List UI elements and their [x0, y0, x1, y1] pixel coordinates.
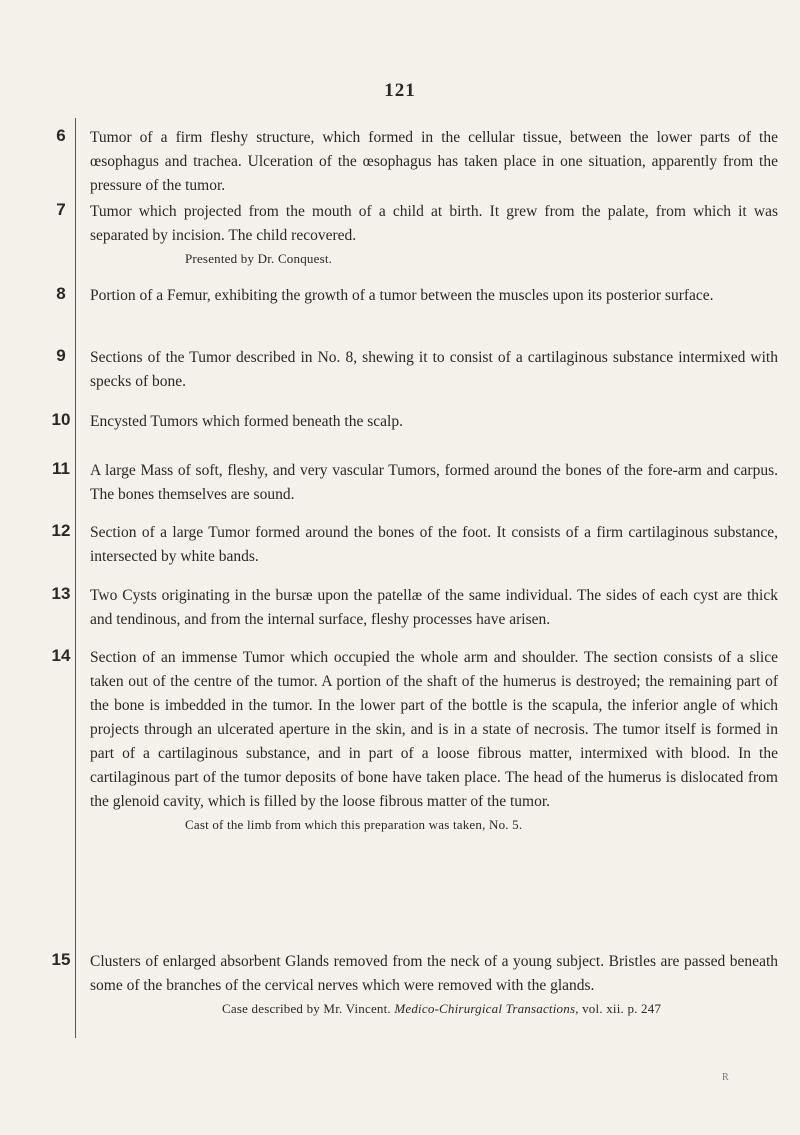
entry-description: Sections of the Tumor described in No. 8, shewing it to consist of a cartilaginous substance intermixed with specks of bone.	[90, 349, 778, 390]
citation-prefix: Case described by Mr. Vincent.	[222, 1001, 391, 1016]
entry-description: Section of a large Tumor formed around the bones of the foot. It consists of a firm cartilaginous substance, intersected by white bands.	[90, 524, 778, 565]
citation-reference: vol. xii. p. 247	[582, 1001, 662, 1016]
entry-description	[90, 646, 778, 836]
entry-text: Section of an immense Tumor which occupied the whole arm and shoulder. The section consists of a slice taken out of the centre of the tumor. A portion of the shaft of the humerus is destroyed; the remaining part of the bone is imbedded in the tumor. In the lower part of the bottle is the scapula, the inferior angle of which projects through an ulcerated aperture in the skin, and is in a state of necrosis. The tumor itself is formed in part of a cartilaginous substance, and in part of a loose fibrous matter, intermixed with blood. In the cartilaginous part of the tumor deposits of bone have taken place. The head of the humerus is dislocated from the glenoid cavity, which is filled by the loose fibrous matter of the tumor.	[90, 649, 778, 810]
signature-mark: R	[722, 1072, 729, 1083]
entry-number: 15	[51, 950, 71, 969]
entry-description: Tumor of a firm fleshy structure, which formed in the cellular tissue, between the lower parts of the œsophagus and trachea. Ulceration of the œsophagus has taken place in one situation, apparently from the pressure of the tumor.	[90, 129, 778, 194]
entry-text: Clusters of enlarged absorbent Glands removed from the neck of a young subject. Bristles are passed beneath some of the branches of the cervical nerves which were removed with the glands.	[90, 953, 778, 994]
citation-journal: Medico-Chirurgical Transactions,	[394, 1001, 579, 1016]
entry-description: Two Cysts originating in the bursæ upon the patellæ of the same individual. The sides of each cyst are thick and tendinous, and from the internal surface, fleshy processes have arisen.	[90, 587, 778, 628]
entry-number: 14	[51, 646, 71, 665]
entry-number: 6	[56, 126, 66, 145]
entry-description	[90, 950, 778, 1020]
margin-rule	[75, 118, 76, 1038]
entry-description: A large Mass of soft, fleshy, and very vascular Tumors, formed around the bones of the fore-arm and carpus. The bones themselves are sound.	[90, 462, 778, 503]
entry-citation	[90, 998, 778, 1020]
entry-number: 8	[56, 284, 66, 303]
entry-number: 10	[51, 410, 71, 429]
entry-description: Encysted Tumors which formed beneath the scalp.	[90, 413, 403, 430]
page-number: 121	[384, 80, 416, 101]
entry-number: 9	[56, 346, 66, 365]
entry-number: 7	[56, 200, 66, 219]
entry-note: Presented by Dr. Conquest.	[185, 251, 333, 266]
entry-number: 12	[51, 521, 71, 540]
entry-note: Cast of the limb from which this preparation was taken, No. 5.	[185, 817, 523, 832]
entry-description	[90, 200, 778, 270]
entry-number: 11	[52, 459, 70, 478]
entry-text: Tumor which projected from the mouth of a child at birth. It grew from the palate, from which it was separated by incision. The child recovered.	[90, 203, 778, 244]
entry-description: Portion of a Femur, exhibiting the growth of a tumor between the muscles upon its posterior surface.	[90, 287, 714, 304]
entry-number: 13	[51, 584, 71, 603]
